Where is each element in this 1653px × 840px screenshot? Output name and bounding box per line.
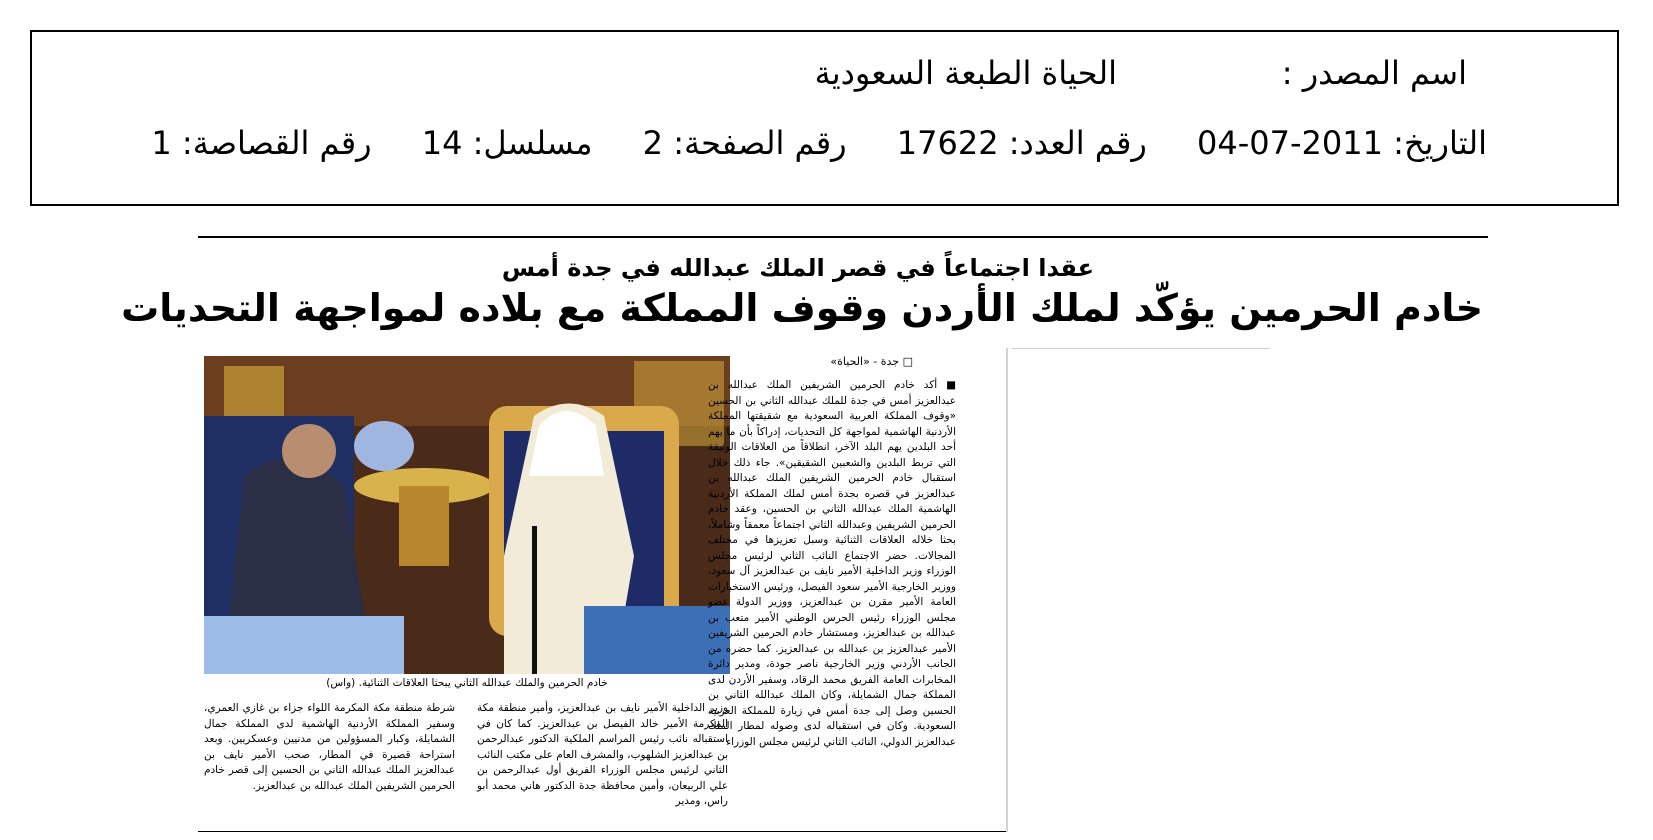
article-kicker: عقدا اجتماعاً في قصر الملك عبدالله في جدة أمس [501, 254, 1094, 282]
bottom-rule [198, 831, 1006, 833]
clipping-header-box [30, 30, 1619, 206]
side-divider [1006, 348, 1008, 832]
source-label: اسم المصدر : [1281, 54, 1467, 92]
article-photo [204, 356, 730, 674]
serial-field: مسلسل: 14 [421, 124, 593, 162]
page-field: رقم الصفحة: 2 [642, 124, 847, 162]
issue-field: رقم العدد: 17622 [896, 124, 1147, 162]
top-rule [198, 236, 1488, 238]
article-headline: خادم الحرمين يؤكّد لملك الأردن وقوف المملكة مع بلاده لمواجهة التحديات [121, 286, 1483, 330]
meta-row [111, 124, 1487, 162]
side-divider-top [1012, 348, 1270, 349]
article-body-main-column: ■ أكد خادم الحرمين الشريفين الملك عبدالله بن عبدالعزيز أمس في جدة للملك عبدالله الثاني بن الحسين «وقوف المملكة العربية السعودية مع شقيقتها المملكة الأردنية الهاشمية لمواجهة كل التحديات، إدراكاً بأن ما يهم أحد البلدين يهم البلد الآخر، انطلاقاً من العلاقات الوثيقة التي تربط البلدين والشعبين الشقيقين». جاء ذلك خلال استقبال خادم الحرمين الشريفين الملك عبدالله بن عبدالعزيز في قصره بجدة أمس لملك المملكة الأردنية الهاشمية الملك عبدالله الثاني بن الحسين، وعقد خادم الحرمين الشريفين وعبدالله الثاني اجتماعاً معمقاً وشاملاً، بحثا خلاله العلاقات الثنائية وسبل تعزيزها في مختلف المجالات. حضر الاجتماع النائب الثاني لرئيس مجلس الوزراء وزير الداخلية الأمير نايف بن عبدالعزيز آل سعود، ووزير الخارجية الأمير سعود الفيصل، ورئيس الاستخبارات العامة الأمير مقرن بن عبدالعزيز، ووزير الدولة عضو مجلس الوزراء رئيس الحرس الوطني الأمير متعب بن عبدالله بن عبدالعزيز، ومستشار خادم الحرمين الشريفين الأمير عبدالعزيز بن عبدالله بن عبدالعزيز. كما حضره من الجانب الأردني وزير الخارجية ناصر جودة، ومدير دائرة المخابرات العامة الفريق محمد الرقاد، وسفير الأردن لدى المملكة جمال الشمايلة، وكان الملك عبدالله الثاني بن الحسين وصل إلى جدة أمس في زيارة للمملكة العربية السعودية. وكان في استقباله لدى وصوله لمطار الملك عبدالعزيز الدولي، النائب الثاني لرئيس مجلس الوزراء [708, 379, 956, 748]
meeting-photo-illustration [204, 356, 730, 674]
article-dateline: □ جدة - «الحياة» [830, 355, 913, 368]
clip-number-field: رقم القصاصة: 1 [151, 124, 372, 162]
article-body-column-1: شرطة منطقة مكة المكرمة اللواء جزاء بن غازي العمري، وسفير المملكة الأردنية الهاشمية لدى المملكة جمال الشمايلة، وكبار المسؤولين من مدنيين وعسكريين. وبعد استراحة قصيرة في المطار، صحب الأمير نايف بن عبدالعزيز الملك عبدالله الثاني بن الحسين إلى قصر خادم الحرمين الشريفين الملك عبدالله بن عبدالعزيز. [204, 702, 455, 792]
date-field: التاريخ: 2011-07-04 [1197, 124, 1487, 162]
photo-caption: خادم الحرمين والملك عبدالله الثاني يبحثا العلاقات الثنائية. (واس) [326, 677, 608, 689]
source-value: الحياة الطبعة السعودية [814, 54, 1117, 92]
article-body-column-2: وزير الداخلية الأمير نايف بن عبدالعزيز، وأمير منطقة مكة المكرمة الأمير خالد الفيصل بن عبدالعزيز. كما كان في استقباله نائب رئيس المراسم الملكية الدكتور عبدالرحمن بن عبدالعزيز الشلهوب، والمشرف العام على مكتب النائب الثاني لرئيس مجلس الوزراء الفريق أول عبدالرحمن بن علي الربيعان، وأمين محافظة جدة الدكتور هاني محمد أبو راس، ومدير [477, 702, 728, 807]
newspaper-clipping [121, 236, 1488, 832]
